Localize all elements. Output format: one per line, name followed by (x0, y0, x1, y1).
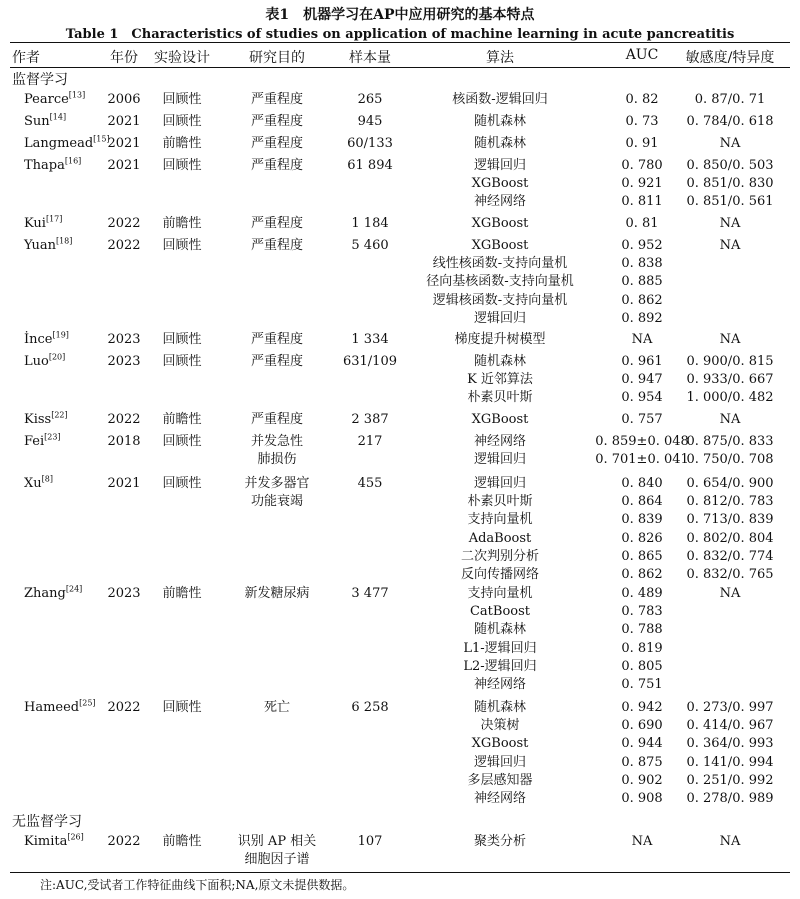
auc-cell: 0. 826 (621, 530, 663, 546)
auc-cell: 0. 82 (625, 92, 659, 107)
year-cell: 2022 (107, 412, 141, 427)
sens-spec-cell: NA (719, 332, 741, 347)
auc-cell: 0. 73 (625, 114, 659, 129)
algorithm-cell: 朴素贝叶斯 (467, 494, 533, 510)
algorithm-cell: 核函数-逻辑回归 (452, 92, 548, 107)
auc-cell: 0. 952 (621, 238, 663, 253)
auc-cell: 0. 961 (621, 354, 663, 369)
group-supervised: 监督学习 (12, 72, 68, 88)
auc-cell: 0. 81 (625, 216, 659, 231)
sens-spec-cell: 0. 832/0. 774 (686, 548, 774, 564)
algorithm-cell: 逻辑回归 (473, 476, 527, 491)
sample-cell: 945 (357, 114, 383, 129)
purpose-cell: 并发急性 (250, 434, 304, 449)
auc-cell: 0. 780 (621, 158, 663, 173)
auc-cell: 0. 690 (621, 718, 663, 734)
auc-cell: 0. 908 (621, 791, 663, 806)
sens-spec-cell: 0. 784/0. 618 (686, 114, 774, 129)
algorithm-cell: CatBoost (469, 604, 531, 620)
header-rule (10, 67, 790, 68)
design-cell: 前瞻性 (162, 586, 202, 601)
reference-number: [17] (45, 214, 63, 224)
design-cell: 前瞻性 (162, 136, 202, 151)
algorithm-cell: XGBoost (471, 736, 529, 752)
group-unsupervised: 无监督学习 (12, 814, 82, 830)
auc-cell: 0. 839 (621, 512, 663, 528)
auc-cell: 0. 892 (621, 310, 663, 326)
header-purpose: 研究目的 (249, 50, 305, 66)
algorithm-cell: XGBoost (471, 216, 529, 231)
sample-cell: 2 387 (351, 412, 389, 427)
author-cell (24, 215, 62, 233)
algorithm-cell: 神经网络 (473, 194, 527, 210)
year-cell: 2022 (107, 700, 141, 715)
author-name: Luo (24, 354, 49, 369)
author-cell (24, 237, 72, 255)
purpose-cell: 细胞因子谱 (244, 852, 310, 868)
purpose-cell: 严重程度 (250, 332, 304, 347)
design-cell: 回顾性 (162, 434, 202, 449)
author-name: Kimita (24, 834, 68, 849)
reference-number: [24] (65, 584, 83, 594)
sample-cell: 107 (357, 834, 383, 849)
auc-cell: 0. 954 (621, 390, 663, 406)
auc-cell: 0. 902 (621, 772, 663, 788)
sample-cell: 1 184 (351, 216, 389, 231)
purpose-cell: 严重程度 (250, 354, 304, 369)
purpose-cell: 严重程度 (250, 216, 304, 231)
sample-cell: 3 477 (351, 586, 389, 601)
design-cell: 回顾性 (162, 332, 202, 347)
bottom-rule (10, 872, 790, 873)
purpose-cell: 并发多器官 (244, 476, 310, 491)
header-sens-spec: 敏感度/特异度 (685, 50, 775, 66)
author-name: Fei (24, 434, 45, 449)
reference-number: [22] (51, 410, 68, 420)
year-cell: 2022 (107, 216, 141, 231)
sens-spec-cell: 0. 654/0. 900 (686, 476, 774, 491)
auc-cell: 0. 885 (621, 274, 663, 290)
header-auc: AUC (625, 47, 659, 63)
design-cell: 回顾性 (162, 92, 202, 107)
sample-cell: 60/133 (347, 136, 393, 151)
reference-number: [15] (93, 134, 110, 144)
sample-cell: 5 460 (351, 238, 389, 253)
sens-spec-cell: 0. 251/0. 992 (686, 772, 774, 788)
purpose-cell: 严重程度 (250, 158, 304, 173)
purpose-cell: 严重程度 (250, 238, 304, 253)
algorithm-cell: 神经网络 (473, 791, 527, 806)
auc-cell: 0. 921 (621, 176, 663, 192)
sens-spec-cell: NA (719, 586, 741, 601)
table-note: 注:AUC,受试者工作特征曲线下面积;NA,原文未提供数据。 (40, 878, 355, 892)
algorithm-cell: 支持向量机 (467, 512, 533, 528)
algorithm-cell: XGBoost (471, 176, 529, 192)
sample-cell: 1 334 (351, 332, 389, 347)
sens-spec-cell: 0. 812/0. 783 (686, 494, 774, 510)
design-cell: 回顾性 (162, 354, 202, 369)
auc-cell: 0. 864 (621, 494, 663, 510)
algorithm-cell: 逻辑回归 (473, 754, 527, 770)
purpose-cell: 严重程度 (250, 412, 304, 427)
auc-cell: 0. 788 (621, 622, 663, 638)
author-cell (24, 833, 84, 851)
header-algorithm: 算法 (486, 50, 514, 66)
algorithm-cell: 反向传播网络 (460, 567, 540, 582)
algorithm-cell: 决策树 (480, 718, 520, 734)
sample-cell: 61 894 (347, 158, 393, 173)
algorithm-cell: 逻辑回归 (473, 158, 527, 173)
author-name: Xu (24, 476, 42, 491)
design-cell: 回顾性 (162, 700, 202, 715)
sens-spec-cell: 0. 851/0. 561 (686, 194, 774, 210)
author-name: Kui (24, 216, 46, 231)
author-name: Yuan (24, 238, 56, 253)
sens-spec-cell: 0. 414/0. 967 (686, 718, 774, 734)
author-cell (24, 699, 96, 717)
auc-cell: 0. 811 (621, 194, 663, 210)
algorithm-cell: L2-逻辑回归 (463, 658, 537, 674)
sens-spec-cell: 0. 832/0. 765 (686, 567, 774, 582)
reference-number: [20] (48, 352, 66, 362)
table-title-en: Table 1 Characteristics of studies on application of machine learning in acute pancreatitis (65, 27, 735, 42)
auc-cell: 0. 91 (625, 136, 659, 151)
sens-spec-cell: NA (719, 834, 741, 849)
reference-number: [13] (68, 90, 86, 100)
sens-spec-cell: 0. 364/0. 993 (686, 736, 774, 752)
auc-cell: NA (631, 834, 653, 849)
author-cell (24, 475, 53, 493)
reference-number: [8] (41, 474, 53, 484)
sens-spec-cell: 0. 141/0. 994 (686, 754, 774, 770)
author-cell (24, 331, 69, 349)
author-name: Kiss (24, 412, 52, 427)
year-cell: 2021 (107, 476, 141, 491)
author-name: Hameed (24, 700, 80, 715)
algorithm-cell: 随机森林 (473, 136, 527, 151)
design-cell: 回顾性 (162, 238, 202, 253)
year-cell: 2023 (107, 332, 141, 347)
auc-cell: 0. 862 (621, 567, 663, 582)
header-design: 实验设计 (154, 50, 210, 66)
year-cell: 2023 (107, 586, 141, 601)
algorithm-cell: XGBoost (471, 412, 529, 427)
reference-number: [16] (64, 156, 82, 166)
purpose-cell: 死亡 (263, 700, 291, 715)
algorithm-cell: 径向基核函数-支持向量机 (426, 274, 574, 290)
sens-spec-cell: NA (719, 412, 741, 427)
author-name: Sun (24, 114, 50, 129)
auc-cell: 0. 865 (621, 548, 663, 564)
sample-cell: 6 258 (351, 700, 389, 715)
design-cell: 前瞻性 (162, 412, 202, 427)
author-cell (24, 353, 65, 371)
header-author: 作者 (12, 50, 40, 66)
author-cell (24, 585, 82, 603)
reference-number: [26] (67, 832, 84, 842)
auc-cell: 0. 944 (621, 736, 663, 752)
year-cell: 2022 (107, 834, 141, 849)
algorithm-cell: 多层感知器 (467, 772, 533, 788)
algorithm-cell: 支持向量机 (467, 586, 533, 601)
algorithm-cell: 线性核函数-支持向量机 (432, 256, 568, 272)
algorithm-cell: 逻辑核函数-支持向量机 (432, 292, 568, 308)
sens-spec-cell: 0. 273/0. 997 (686, 700, 774, 715)
algorithm-cell: 随机森林 (473, 354, 527, 369)
algorithm-cell: 随机森林 (473, 114, 527, 129)
auc-cell: 0. 489 (621, 586, 663, 601)
header-year: 年份 (110, 50, 138, 66)
design-cell: 回顾性 (162, 476, 202, 491)
auc-cell: 0. 783 (621, 604, 663, 620)
author-name: Zhang (24, 586, 66, 601)
purpose-cell: 肺损伤 (257, 452, 297, 468)
sens-spec-cell: NA (719, 216, 741, 231)
purpose-cell: 严重程度 (250, 92, 304, 107)
sens-spec-cell: 0. 875/0. 833 (686, 434, 774, 449)
sens-spec-cell: 0. 278/0. 989 (686, 791, 774, 806)
auc-cell: 0. 840 (621, 476, 663, 491)
author-name: Thapa (24, 158, 65, 173)
sample-cell: 265 (357, 92, 383, 107)
auc-cell: 0. 819 (621, 640, 663, 656)
header-sample: 样本量 (349, 50, 391, 66)
sens-spec-cell: 0. 851/0. 830 (686, 176, 774, 192)
sens-spec-cell: 0. 933/0. 667 (686, 372, 774, 388)
auc-cell: 0. 947 (621, 372, 663, 388)
year-cell: 2021 (107, 114, 141, 129)
algorithm-cell: L1-逻辑回归 (463, 640, 537, 656)
year-cell: 2021 (107, 158, 141, 173)
sens-spec-cell: 0. 900/0. 815 (686, 354, 774, 369)
sens-spec-cell: 0. 87/0. 71 (694, 92, 766, 107)
author-cell (24, 433, 61, 451)
auc-cell: 0. 875 (621, 754, 663, 770)
author-cell (24, 91, 85, 109)
reference-number: [14] (49, 112, 67, 122)
algorithm-cell: 随机森林 (473, 622, 527, 638)
algorithm-cell: 逻辑回归 (473, 452, 527, 468)
auc-cell: NA (631, 332, 653, 347)
sample-cell: 455 (357, 476, 383, 491)
algorithm-cell: XGBoost (471, 238, 529, 253)
sens-spec-cell: 1. 000/0. 482 (686, 390, 774, 406)
year-cell: 2021 (107, 136, 141, 151)
algorithm-cell: 神经网络 (473, 677, 527, 692)
year-cell: 2023 (107, 354, 141, 369)
author-cell (24, 157, 81, 175)
auc-cell: 0. 757 (621, 412, 663, 427)
table-title-cn: 表1 机器学习在AP中应用研究的基本特点 (265, 7, 535, 23)
purpose-cell: 新发糖尿病 (244, 586, 310, 601)
sens-spec-cell: 0. 802/0. 804 (686, 530, 774, 546)
sens-spec-cell: 0. 713/0. 839 (686, 512, 774, 528)
algorithm-cell: 聚类分析 (473, 834, 527, 849)
design-cell: 回顾性 (162, 114, 202, 129)
author-cell (24, 113, 66, 131)
reference-number: [25] (79, 698, 96, 708)
sample-cell: 217 (357, 434, 383, 449)
auc-cell: 0. 862 (621, 292, 663, 308)
purpose-cell: 功能衰竭 (250, 494, 304, 510)
algorithm-cell: AdaBoost (468, 530, 532, 546)
purpose-cell: 严重程度 (250, 136, 304, 151)
auc-cell: 0. 942 (621, 700, 663, 715)
algorithm-cell: K 近邻算法 (467, 372, 533, 388)
auc-cell: 0. 838 (621, 256, 663, 272)
auc-cell: 0. 701±0. 041 (595, 452, 689, 468)
year-cell: 2018 (107, 434, 141, 449)
sens-spec-cell: NA (719, 238, 741, 253)
author-name: Langmead (24, 136, 94, 151)
algorithm-cell: 随机森林 (473, 700, 527, 715)
sens-spec-cell: 0. 750/0. 708 (686, 452, 774, 468)
design-cell: 前瞻性 (162, 216, 202, 231)
author-name: Pearce (24, 92, 69, 107)
auc-cell: 0. 805 (621, 658, 663, 674)
reference-number: [19] (52, 330, 69, 340)
reference-number: [18] (55, 236, 73, 246)
author-cell (24, 135, 110, 153)
sample-cell: 631/109 (342, 354, 398, 369)
top-rule (10, 42, 790, 43)
algorithm-cell: 朴素贝叶斯 (467, 390, 533, 406)
algorithm-cell: 神经网络 (473, 434, 527, 449)
sens-spec-cell: NA (719, 136, 741, 151)
design-cell: 前瞻性 (162, 834, 202, 849)
algorithm-cell: 梯度提升树模型 (454, 332, 546, 347)
sens-spec-cell: 0. 850/0. 503 (686, 158, 774, 173)
algorithm-cell: 二次判别分析 (460, 548, 540, 564)
purpose-cell: 严重程度 (250, 114, 304, 129)
auc-cell: 0. 859±0. 048 (595, 434, 689, 449)
auc-cell: 0. 751 (621, 677, 663, 692)
author-name: İnce (24, 332, 53, 347)
algorithm-cell: 逻辑回归 (473, 310, 527, 326)
year-cell: 2022 (107, 238, 141, 253)
author-cell (24, 411, 68, 429)
year-cell: 2006 (107, 92, 141, 107)
design-cell: 回顾性 (162, 158, 202, 173)
purpose-cell: 识别 AP 相关 (237, 834, 317, 849)
reference-number: [23] (44, 432, 61, 442)
